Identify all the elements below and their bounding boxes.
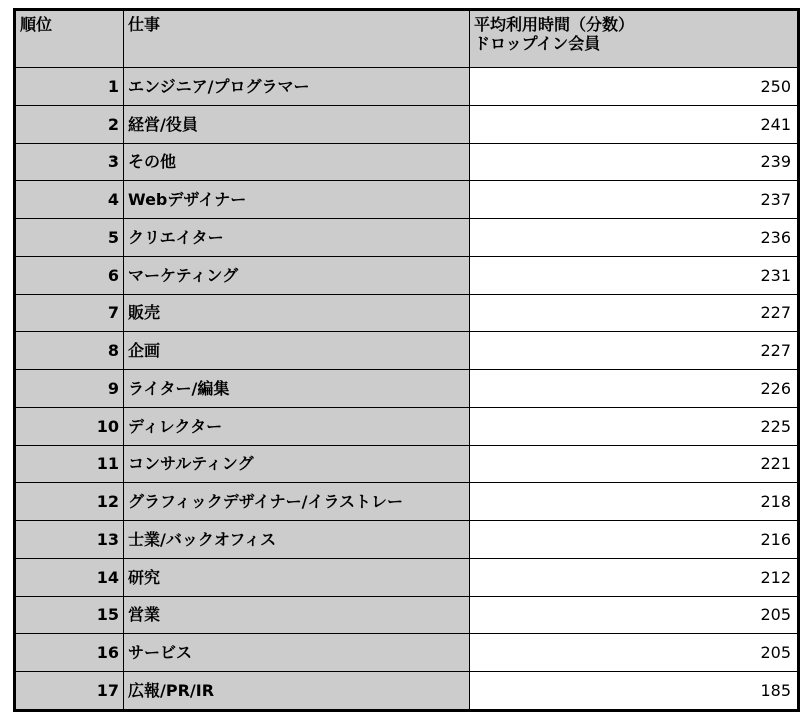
table-row [16,445,798,483]
rank-cell: 16 [16,634,124,672]
table-row [16,672,798,710]
rank-cell: 3 [16,143,124,181]
header-row [16,11,798,68]
minutes-cell: 205 [470,596,798,634]
rank-cell: 13 [16,521,124,559]
rank-cell: 6 [16,256,124,294]
table-body [16,68,798,710]
rank-cell: 7 [16,294,124,332]
job-cell: エンジニア/プログラマー [124,68,470,106]
table-row [16,256,798,294]
rank-cell: 4 [16,181,124,219]
table-row [16,143,798,181]
job-cell: マーケティング [124,256,470,294]
minutes-cell: 237 [470,181,798,219]
header-average-minutes-line2: ドロップイン会員 [474,34,601,53]
minutes-cell: 236 [470,219,798,257]
table-row [16,634,798,672]
table-row [16,370,798,408]
table-row [16,181,798,219]
table-row [16,521,798,559]
table-row [16,407,798,445]
job-cell: 広報/PR/IR [124,672,470,710]
minutes-cell: 250 [470,68,798,106]
minutes-cell: 241 [470,105,798,143]
table-row [16,483,798,521]
job-cell: 販売 [124,294,470,332]
minutes-cell: 226 [470,370,798,408]
table-row [16,68,798,106]
minutes-cell: 221 [470,445,798,483]
minutes-cell: 185 [470,672,798,710]
minutes-cell: 227 [470,294,798,332]
job-cell: 営業 [124,596,470,634]
header-job: 仕事 [124,11,470,68]
minutes-cell: 212 [470,558,798,596]
table-row [16,558,798,596]
rank-cell: 12 [16,483,124,521]
minutes-cell: 218 [470,483,798,521]
minutes-cell: 227 [470,332,798,370]
job-cell: 士業/バックオフィス [124,521,470,559]
table-header [16,11,798,68]
minutes-cell: 239 [470,143,798,181]
minutes-cell: 205 [470,634,798,672]
job-cell: その他 [124,143,470,181]
header-average-minutes [470,11,798,68]
job-cell: Webデザイナー [124,181,470,219]
ranking-table-container [13,8,800,712]
rank-cell: 15 [16,596,124,634]
table-row [16,332,798,370]
rank-cell: 10 [16,407,124,445]
rank-cell: 11 [16,445,124,483]
rank-cell: 9 [16,370,124,408]
job-cell: ディレクター [124,407,470,445]
minutes-cell: 225 [470,407,798,445]
table-row [16,105,798,143]
header-average-minutes-line1: 平均利用時間（分数） [474,15,635,34]
rank-cell: 1 [16,68,124,106]
minutes-cell: 231 [470,256,798,294]
job-cell: グラフィックデザイナー/イラストレー [124,483,470,521]
job-cell: 経営/役員 [124,105,470,143]
job-cell: 企画 [124,332,470,370]
rank-cell: 17 [16,672,124,710]
job-cell: クリエイター [124,219,470,257]
ranking-table [15,10,798,710]
job-cell: コンサルティング [124,445,470,483]
rank-cell: 8 [16,332,124,370]
table-row [16,219,798,257]
table-row [16,596,798,634]
rank-cell: 5 [16,219,124,257]
job-cell: 研究 [124,558,470,596]
header-rank: 順位 [16,11,124,68]
minutes-cell: 216 [470,521,798,559]
job-cell: ライター/編集 [124,370,470,408]
job-cell: サービス [124,634,470,672]
rank-cell: 2 [16,105,124,143]
table-row [16,294,798,332]
rank-cell: 14 [16,558,124,596]
